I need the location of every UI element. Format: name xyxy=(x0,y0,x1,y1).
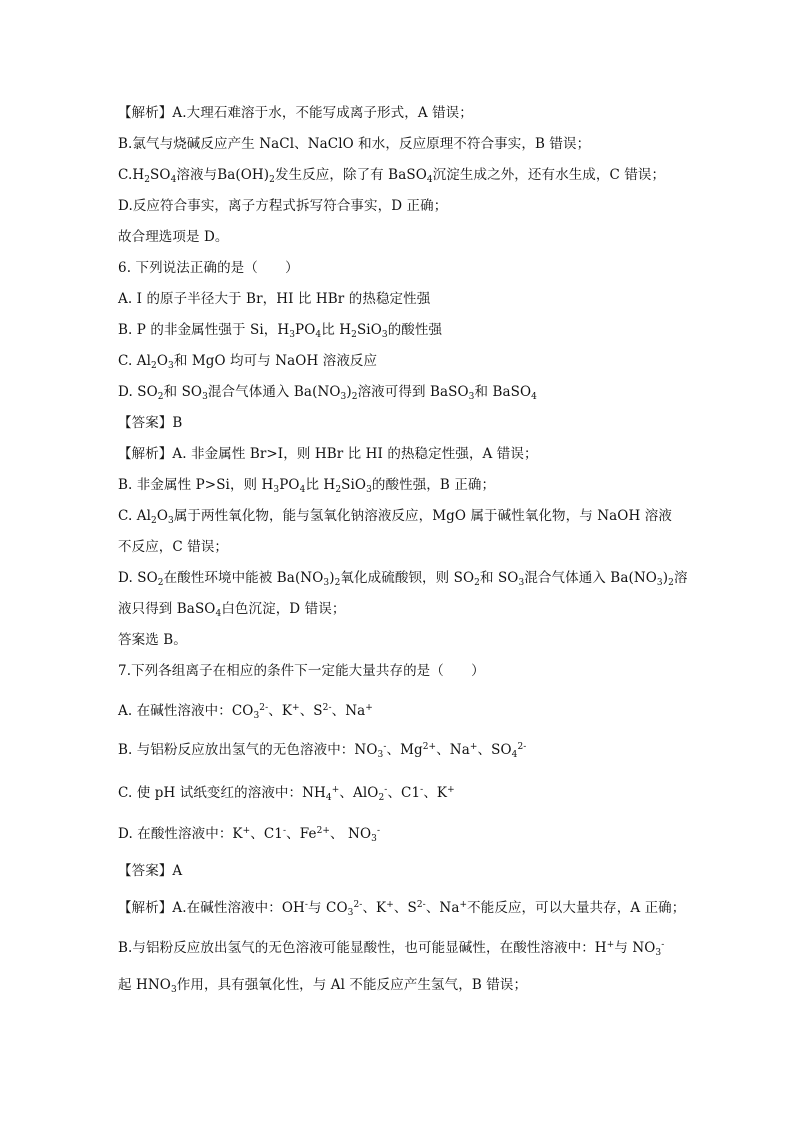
question-7-option-d: D. 在酸性溶液中：K+、C1-、$Fe^{2+}$、 $NO_3^-$ xyxy=(118,826,381,844)
question-7-option-c: C. 使 pH 试纸变红的溶液中：$NH_4^+$、AlO$_2$-、C1-、K+ xyxy=(118,785,455,803)
analysis-q6-b: B. 非金属性 P>Si，则 $H_3PO_4$比 $H_2SiO_3$的酸性强，B 正确； xyxy=(118,477,496,495)
conclusion-q6: 答案选 B。 xyxy=(118,632,187,648)
question-7-option-a: A. 在碱性溶液中：$CO_3^{2-}$、K+、$S^{2-}$、Na+ xyxy=(118,703,373,721)
analysis-q5-d: D.反应符合事实，离子方程式拆写符合事实，D 正确； xyxy=(118,198,448,214)
question-6-option-d: D. $SO_2$和 $SO_3$混合气体通入 $Ba(NO_3)_2$溶液可得到 BaSO$_3$和 BaSO$_4$ xyxy=(118,384,537,402)
question-6-option-b: B. P 的非金属性强于 Si，$H_3PO_4$比 $H_2SiO_3$的酸性强 xyxy=(118,322,443,340)
question-7-option-b: B. 与铝粉反应放出氢气的无色溶液中：$NO_3^-$、$Mg^{2+}$、Na+、$SO_4^{2-}$ xyxy=(118,742,527,760)
analysis-q5-b: B.氯气与烧碱反应产生 NaCl、NaClO 和水，反应原理不符合事实，B 错误； xyxy=(118,136,591,152)
conclusion-q5: 故合理选项是 D。 xyxy=(118,229,229,245)
analysis-q5-c: $C.H_2SO_4$溶液与$Ba(OH)_2$发生反应，除了有 BaSO$_4$沉淀生成之外，还有水生成，C 错误； xyxy=(118,167,666,185)
analysis-q7-b-line2: 起 $HNO_3$作用，具有强氧化性，与 Al 不能反应产生氢气，B 错误； xyxy=(118,977,528,995)
question-6-stem: 6. 下列说法正确的是（ ） xyxy=(118,260,299,276)
analysis-q6-a: 【解析】A. 非金属性 Br>I，则 HBr 比 HI 的热稳定性强，A 错误； xyxy=(118,446,538,462)
analysis-q6-d-line2: 液只得到 BaSO$_4$白色沉淀，D 错误； xyxy=(118,601,346,619)
question-7-stem: 7.下列各组离子在相应的条件下一定能大量共存的是（ ） xyxy=(118,663,485,679)
question-6-option-a: A. I 的原子半径大于 Br，HI 比 HBr 的热稳定性强 xyxy=(118,291,431,307)
answer-q7: 【答案】A xyxy=(118,863,183,879)
analysis-q6-d-line1: D. $SO_2$在酸性环境中能被 $Ba(NO_3)_2$氧化成硫酸钡，则 $SO_2$和 $SO_3$混合气体通入 $Ba(NO_3)_2$溶 xyxy=(118,570,688,588)
analysis-q6-c-line1: C. $Al_2O_3$属于两性氧化物，能与氢氧化钠溶液反应，MgO 属于碱性氧化物，与 NaOH 溶液 xyxy=(118,508,672,526)
analysis-q7-b-line1: B.与铝粉反应放出氢气的无色溶液可能显酸性，也可能显碱性，在酸性溶液中：H+与 $NO_3^-$ xyxy=(118,940,665,958)
answer-q6: 【答案】B xyxy=(118,415,183,431)
question-6-option-c: C. $Al_2O_3$和 MgO 均可与 NaOH 溶液反应 xyxy=(118,353,378,371)
analysis-q6-c-line2: 不反应，C 错误； xyxy=(118,539,229,555)
analysis-q5-label: 【解析】A.大理石难溶于水，不能写成离子形式，A 错误； xyxy=(118,105,473,121)
analysis-q7-a: 【解析】A.在碱性溶液中：OH-与 $CO_3^{2-}$、K+、$S^{2-}$、Na+不能反应，可以大量共存，A 正确； xyxy=(118,900,686,918)
